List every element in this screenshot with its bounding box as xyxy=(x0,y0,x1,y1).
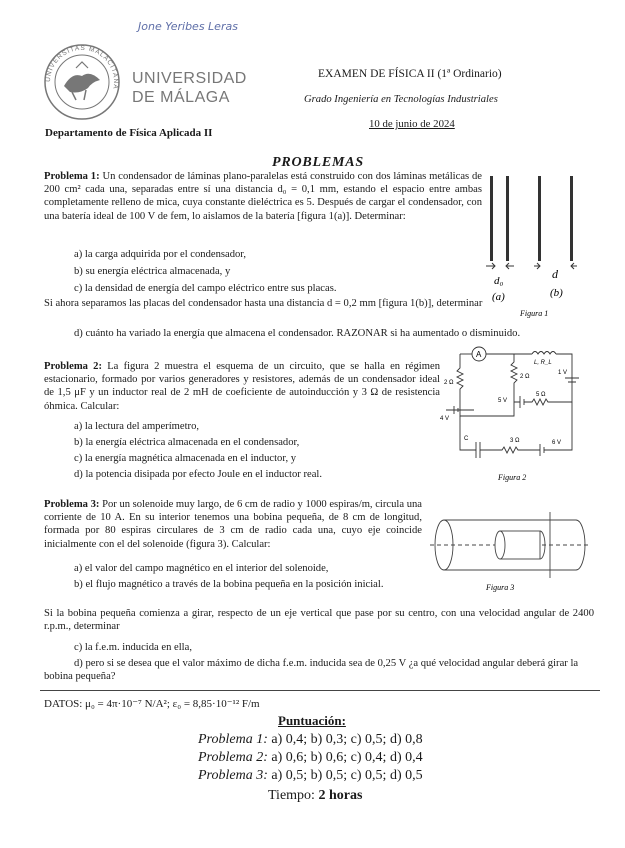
fig1-b-label: (b) xyxy=(550,287,563,299)
problem3-item-c: c) la f.e.m. inducida en ella, xyxy=(74,642,192,653)
separator-line xyxy=(40,690,600,691)
fig1-caption: Figura 1 xyxy=(520,309,549,318)
problem2-item-b: b) la energía eléctrica almacenada en el condensador, xyxy=(74,437,300,448)
problem2-text: La figura 2 muestra el esquema de un circuito, que se halla en régimen estacionario, formado por varios generadores y resistores, además de un condensador ideal de 1,5 μF y un inductor real de 2 mH de coeficiente de autoinducción y 3 Ω de resistencia óhmica. Calcular: xyxy=(44,361,440,412)
problem3-item-b: b) el flujo magnético a través de la bobina pequeña en la posición inicial. xyxy=(74,579,384,590)
problem1-continuation: Si ahora separamos las placas del condensador hasta una distancia d = 0,2 mm [figura 1(b)], determinar xyxy=(44,298,483,309)
svg-text:5 V: 5 V xyxy=(498,398,508,404)
section-title: PROBLEMAS xyxy=(272,155,364,170)
svg-text:A: A xyxy=(476,350,482,359)
scoring-title: Puntuación: xyxy=(278,713,346,728)
figure-3-solenoid-diagram xyxy=(430,508,590,593)
handwritten-name: Jone Yeribes Leras xyxy=(138,20,238,33)
fig3-caption: Figura 3 xyxy=(486,583,515,592)
datos-constants: DATOS: μ₀ = 4π·10⁻⁷ N/A²; ε₀ = 8,85·10⁻¹² F/m xyxy=(44,698,260,710)
svg-text:1 V: 1 V xyxy=(558,370,568,376)
problem2-item-a: a) la lectura del amperímetro, xyxy=(74,421,200,432)
fig2-caption: Figura 2 xyxy=(498,473,527,482)
problem3-continuation: Si la bobina pequeña comienza a girar, respecto de un eje vertical que pase por su centro, con una velocidad angular de 2400 r.p.m., determinar xyxy=(44,608,594,633)
scoring-row-3: Problema 3: a) 0,5; b) 0,5; c) 0,5; d) 0,5 xyxy=(198,768,423,783)
problem1-item-b: b) su energía eléctrica almacenada, y xyxy=(74,266,231,277)
problem3-text: Por un solenoide muy largo, de 6 cm de radio y 1000 espiras/m, circula una corriente de 10 A. En su interior tenemos una bobina pequeña, de 8 cm de longitud, formada por 80 espiras circulares de 3 cm de radio cada una, cuyo eje coincide inicialmente con el del solenoide (figura 3). Calcular: xyxy=(44,499,422,550)
fig1-d-label: d xyxy=(552,267,558,281)
seal-text: UNIVERSITAS MALACITANA xyxy=(44,44,120,91)
fig1-d0-label: d₀ xyxy=(494,275,504,287)
problem2-label: Problema 2: xyxy=(44,361,102,372)
problem1-label: Problema 1: xyxy=(44,171,100,182)
svg-text:4 V: 4 V xyxy=(440,416,450,422)
university-name-line2: DE MÁLAGA xyxy=(132,89,230,106)
svg-text:2 Ω: 2 Ω xyxy=(444,380,454,386)
problem1-statement xyxy=(44,170,482,223)
university-name-line1: UNIVERSIDAD xyxy=(132,70,247,87)
exam-date: 10 de junio de 2024 xyxy=(369,118,455,130)
scoring-row-2: Problema 2: a) 0,6; b) 0,6; c) 0,4; d) 0,4 xyxy=(198,750,423,765)
svg-text:2 Ω: 2 Ω xyxy=(520,374,530,380)
figure-2-circuit-diagram xyxy=(440,340,580,485)
problem1-item-c: c) la densidad de energía del campo eléctrico entre sus placas. xyxy=(74,283,337,294)
problem1-item-a: a) la carga adquirida por el condensador, xyxy=(74,249,247,260)
problem3-item-d: d) pero si se desea que el valor máximo de dicha f.e.m. inducida sea de 0,25 V ¿a qué velocidad angular deberá girar la bobina pequeña? xyxy=(44,658,579,683)
degree: Grado Ingeniería en Tecnologías Industriales xyxy=(304,94,498,105)
problem1-text: Un condensador de láminas plano-paralelas está construido con dos láminas metálicas de 200 cm² cada una, separadas entre sí una distancia d₀ = 0,1 mm, estando el espacio entre ambas completamente relleno de mica, cuya constante dieléctrica es 5. Después de cargar el condensador, con una batería ideal de 100 V de fem, lo aislamos de la batería [figura 1(a)]. Determinar: xyxy=(44,171,482,222)
problem3-label: Problema 3: xyxy=(44,499,100,510)
svg-text:L, R_L: L, R_L xyxy=(534,360,552,366)
problem2-item-c: c) la energía magnética almacenada en el inductor, y xyxy=(74,453,297,464)
department: Departamento de Física Aplicada II xyxy=(45,127,213,139)
svg-text:5 Ω: 5 Ω xyxy=(536,392,546,398)
figure-1-capacitor-diagram xyxy=(484,166,584,321)
scoring-row-1: Problema 1: a) 0,4; b) 0,3; c) 0,5; d) 0,8 xyxy=(198,732,423,747)
svg-text:3 Ω: 3 Ω xyxy=(510,438,520,444)
svg-text:6 V: 6 V xyxy=(552,440,562,446)
problem3-statement xyxy=(44,498,422,551)
university-seal-icon xyxy=(42,42,122,122)
problem3-item-a: a) el valor del campo magnético en el interior del solenoide, xyxy=(74,563,329,574)
svg-text:C: C xyxy=(464,436,469,442)
inductor-coil xyxy=(532,352,556,355)
problem1-item-d: d) cuánto ha variado la energía que almacena el condensador. RAZONAR si ha aumentado o disminuido. xyxy=(74,328,521,339)
problem2-item-d: d) la potencia disipada por efecto Joule en el inductor real. xyxy=(74,469,322,480)
problem2-statement xyxy=(44,360,440,413)
fig1-a-label: (a) xyxy=(492,291,505,303)
exam-title: EXAMEN DE FÍSICA II (1ª Ordinario) xyxy=(318,68,502,80)
exam-time: Tiempo: 2 horas xyxy=(268,788,363,803)
